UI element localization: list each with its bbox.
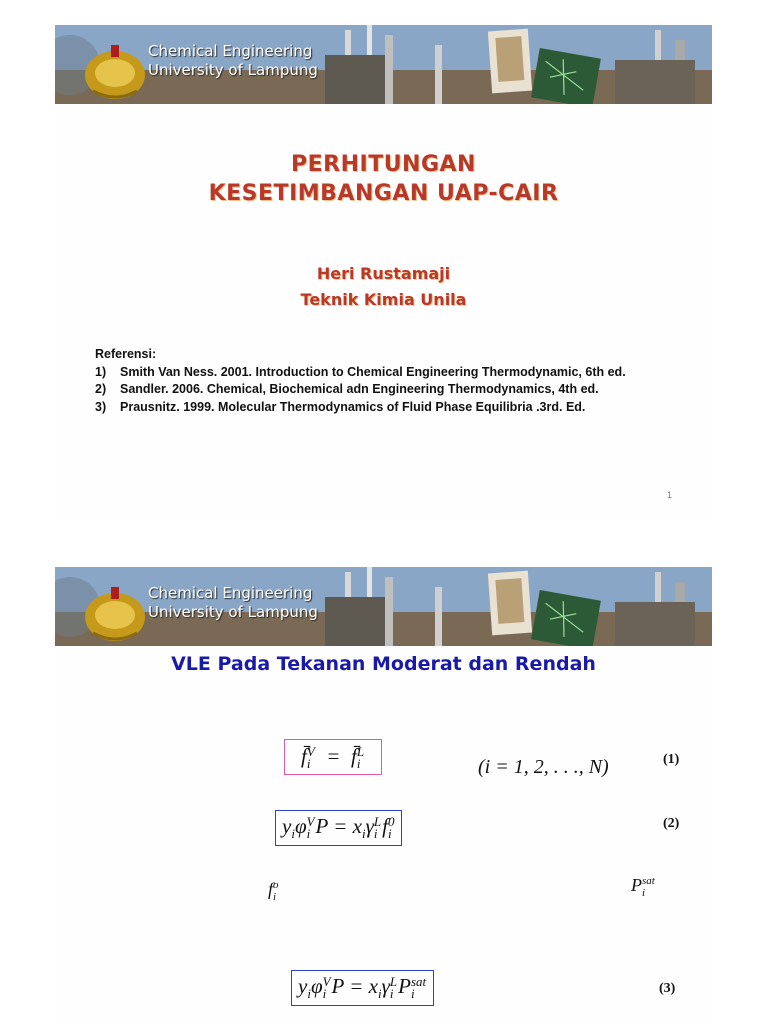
equation-3-number: (3) [659,981,676,996]
slide-title-line1: PERHITUNGAN [291,152,476,177]
saturation-pressure-symbol [631,875,656,899]
fugacity-sub: i [273,891,277,903]
eq1-lhs: f̄ V i [301,744,315,772]
equation-1-number: (1) [663,752,680,767]
equation-1-condition: (i = 1, 2, . . ., N) [478,756,609,778]
banner-title-line2: University of Lampung [148,603,318,621]
slide-title [55,150,712,208]
fugacity-base: f [268,879,274,900]
header-banner [55,567,712,646]
slide-1 [55,25,712,520]
equation-2-number: (2) [663,816,680,831]
references [95,346,685,416]
pressure-sub: i [642,887,646,899]
fugacity-symbol [268,879,280,903]
slide-2 [55,567,712,1024]
reference-item [95,364,685,382]
author-block [55,261,712,313]
reference-text: Smith Van Ness. 2001. Introduction to Chemical Engineering Thermodynamic, 6th ed. [120,364,626,379]
slide-title-line2: KESETIMBANGAN UAP-CAIR [208,181,559,206]
equation-1: f̄ V i = f̄ L i [284,739,382,775]
reference-item [95,399,685,417]
slide-title: VLE Pada Tekanan Moderat dan Rendah [171,653,596,675]
pressure-sup: sat [642,875,655,887]
reference-item [95,381,685,399]
references-heading: Referensi: [95,347,157,361]
pressure-base: P [631,875,642,896]
page-number: 1 [666,490,672,500]
banner-title-line1: Chemical Engineering [148,42,313,60]
equation-2: $y_i\varphi$ V i $P = x_i\gamma$ L i f 0 i [275,810,402,846]
banner-title-line1: Chemical Engineering [148,584,313,602]
header-banner [55,25,712,104]
banner-title-line2: University of Lampung [148,61,318,79]
author-name: Heri Rustamaji [316,264,451,283]
reference-number: 1) [95,364,107,379]
reference-number: 3) [95,399,107,414]
author-affiliation: Teknik Kimia Unila [300,290,467,309]
reference-text: Sandler. 2006. Chemical, Biochemical adn Engineering Thermodynamics, 4th ed. [120,382,599,396]
reference-number: 2) [95,382,107,396]
eq1-rhs: f̄ L i [350,744,365,772]
reference-text: Prausnitz. 1999. Molecular Thermodynamics of Fluid Phase Equilibria .3rd. Ed. [120,399,586,414]
fugacity-sup: o [273,879,279,891]
equation-3: $y_i\varphi$ V i $P = x_i\gamma$ L i P sat i [291,970,434,1006]
